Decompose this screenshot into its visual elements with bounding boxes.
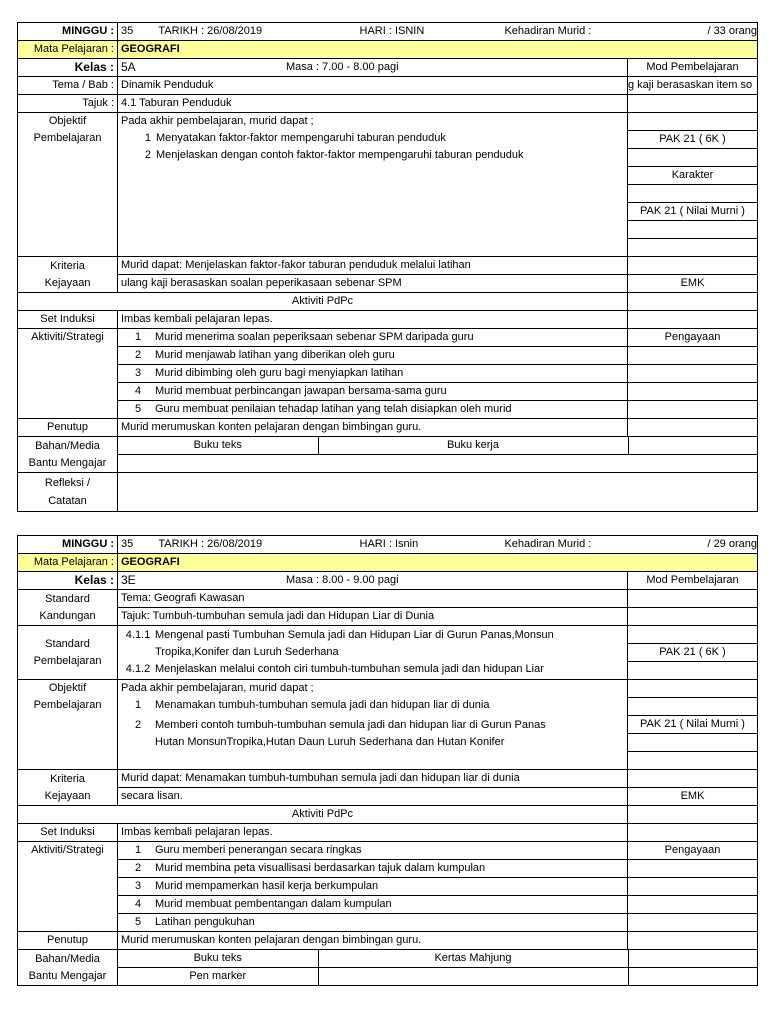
set-induksi-label: Set Induksi xyxy=(18,311,118,329)
side-cell xyxy=(628,347,758,365)
aktiviti-title: Aktiviti PdPc xyxy=(18,293,628,311)
kriteria-label: Kriteria Kejayaan xyxy=(18,257,118,293)
aktiviti-item: 2 Murid menjawab latihan yang diberikan oleh guru xyxy=(118,347,628,365)
bahan-row xyxy=(118,437,758,455)
side-cell xyxy=(628,401,758,419)
kriteria-line1: Murid dapat: Menamakan tumbuh-tumbuhan semula jadi dan hidupan liar di dunia xyxy=(118,770,628,788)
side-cell xyxy=(628,311,758,329)
minggu-label: MINGGU : xyxy=(18,23,118,41)
bahan-item: Buku teks xyxy=(118,950,318,967)
hari: HARI : Isnin xyxy=(359,538,419,550)
mod-pembelajaran: Mod Pembelajaran xyxy=(628,59,758,77)
side-cell xyxy=(628,185,758,203)
aktiviti-item: 5 Guru membuat penilaian tehadap latihan yang telah disiapkan oleh murid xyxy=(118,401,628,419)
side-cell xyxy=(628,806,758,824)
aktiviti-item: 2 Murid membina peta visuallisasi berdasarkan tajuk dalam kumpulan xyxy=(118,860,628,878)
bahan-item: Buku teks xyxy=(118,437,318,454)
side-cell xyxy=(628,914,758,932)
bahan-item: Buku kerja xyxy=(318,437,628,454)
bahan-item: Pen marker xyxy=(118,968,318,985)
objektif-content xyxy=(118,680,628,770)
lesson-plan-5a xyxy=(17,22,758,512)
sk-tema: Tema: Geografi Kawasan xyxy=(118,590,628,608)
bahan-row xyxy=(118,455,758,473)
side-cell xyxy=(628,950,758,967)
tajuk: 4.1 Taburan Penduduk xyxy=(118,95,628,113)
kehadiran-label: Kehadiran Murid : xyxy=(504,538,592,550)
side-cell xyxy=(628,365,758,383)
set-induksi: Imbas kembali pelajaran lepas. xyxy=(118,311,628,329)
objektif-item: 2 Menjelaskan dengan contoh faktor-faktor mempengaruhi taburan penduduk xyxy=(144,149,524,161)
kelas-row xyxy=(118,572,628,590)
tarikh: TARIKH : 26/08/2019 xyxy=(158,25,263,37)
side-cell xyxy=(628,968,758,985)
side-cell xyxy=(628,383,758,401)
objektif-item: Hutan MonsunTropika,Hutan Daun Luruh Sederhana dan Hutan Konifer xyxy=(155,736,505,748)
side-cell xyxy=(628,608,758,626)
side-cell xyxy=(628,149,758,167)
side-cell xyxy=(628,734,758,752)
kehadiran-value: / 29 orang xyxy=(707,538,757,550)
side-cell xyxy=(628,437,758,454)
aktiviti-item: 1 Murid menerima soalan peperiksaan sebenar SPM daripada guru xyxy=(118,329,628,347)
minggu-value: 35 xyxy=(121,25,134,37)
objektif-item: 1 Menamakan tumbuh-tumbuhan semula jadi dan hidupan liar di dunia xyxy=(134,699,490,711)
side-cell: Karakter xyxy=(628,167,758,185)
objektif-label: Objektif Pembelajaran xyxy=(18,680,118,770)
objektif-item: 2 Memberi contoh tumbuh-tumbuhan semula jadi dan hidupan liar di Gurun Panas xyxy=(134,719,546,731)
side-cell xyxy=(628,293,758,311)
tema-side: g kaji berasaskan item so xyxy=(628,77,758,95)
standard-kandungan-label: Standard Kandungan xyxy=(18,590,118,626)
mata-pelajaran-label: Mata Pelajaran : xyxy=(18,554,118,572)
aktiviti-item: 4 Murid membuat pembentangan dalam kumpulan xyxy=(118,896,628,914)
aktiviti-item: 4 Murid membuat perbincangan jawapan bersama-sama guru xyxy=(118,383,628,401)
side-cell xyxy=(628,662,758,680)
mod-pembelajaran: Mod Pembelajaran xyxy=(628,572,758,590)
pengayaan: Pengayaan xyxy=(628,842,758,860)
aktiviti-item: 1 Guru memberi penerangan secara ringkas xyxy=(118,842,628,860)
objektif-content xyxy=(118,113,628,257)
side-cell xyxy=(628,257,758,275)
sp-item: 4.1.1 Mengenal pasti Tumbuhan Semula jadi dan Hidupan Liar di Gurun Panas,Monsun xyxy=(125,629,554,641)
mata-pelajaran-label: Mata Pelajaran : xyxy=(18,41,118,59)
side-cell: PAK 21 ( 6K ) xyxy=(628,644,758,662)
side-cell xyxy=(628,824,758,842)
side-cell xyxy=(628,896,758,914)
side-cell xyxy=(628,698,758,716)
kelas-value: 5A xyxy=(121,60,136,74)
sp-item: 4.1.2 Menjelaskan melalui contoh ciri tumbuh-tumbuhan semula jadi dan hidupan Liar xyxy=(125,663,544,675)
objektif-label: Objektif Pembelajaran xyxy=(18,113,118,257)
penutup-label: Penutup xyxy=(18,932,118,950)
side-cell xyxy=(628,860,758,878)
kelas-label: Kelas : xyxy=(18,572,118,590)
refleksi xyxy=(118,473,758,512)
kelas-label: Kelas : xyxy=(18,59,118,77)
masa: Masa : 7.00 - 8.00 pagi xyxy=(286,61,399,73)
bahan-item xyxy=(318,968,628,985)
objektif-intro: Pada akhir pembelajaran, murid dapat ; xyxy=(121,115,314,127)
set-induksi-label: Set Induksi xyxy=(18,824,118,842)
aktiviti-label: Aktiviti/Strategi xyxy=(18,329,118,419)
kelas-value: 3E xyxy=(121,573,136,587)
aktiviti-item: 3 Murid mempamerkan hasil kerja berkumpulan xyxy=(118,878,628,896)
objektif-intro: Pada akhir pembelajaran, murid dapat ; xyxy=(121,682,314,694)
side-cell xyxy=(628,221,758,239)
sk-tajuk: Tajuk: Tumbuh-tumbuhan semula jadi dan Hidupan Liar di Dunia xyxy=(118,608,628,626)
side-cell xyxy=(628,419,758,437)
set-induksi: Imbas kembali pelajaran lepas. xyxy=(118,824,628,842)
refleksi-label: Refleksi / Catatan xyxy=(18,473,118,512)
side-cell xyxy=(628,590,758,608)
side-cell xyxy=(628,626,758,644)
penutup-label: Penutup xyxy=(18,419,118,437)
kehadiran-value: / 33 orang xyxy=(707,25,757,37)
bahan-row xyxy=(118,950,758,968)
header-info xyxy=(118,23,758,41)
side-cell xyxy=(628,239,758,257)
kriteria-line1: Murid dapat: Menjelaskan faktor-fakor taburan penduduk melalui latihan xyxy=(118,257,628,275)
masa: Masa : 8.00 - 9.00 pagi xyxy=(286,574,399,586)
emk: EMK xyxy=(628,788,758,806)
objektif-item: 1 Menyatakan faktor-faktor mempengaruhi taburan penduduk xyxy=(144,132,446,144)
bahan-item: Kertas Mahjung xyxy=(318,950,628,967)
side-cell: PAK 21 ( Nilai Murni ) xyxy=(628,203,758,221)
aktiviti-label: Aktiviti/Strategi xyxy=(18,842,118,932)
tema: Dinamik Penduduk xyxy=(118,77,628,95)
kriteria-line2: secara lisan. xyxy=(118,788,628,806)
side-cell xyxy=(628,752,758,770)
sp-item: Tropika,Konifer dan Luruh Sederhana xyxy=(155,646,339,658)
side-cell: PAK 21 ( Nilai Murni ) xyxy=(628,716,758,734)
side-cell xyxy=(628,680,758,698)
sp-content xyxy=(118,626,628,680)
tema-label: Tema / Bab : xyxy=(18,77,118,95)
side-cell xyxy=(628,113,758,131)
kriteria-label: Kriteria Kejayaan xyxy=(18,770,118,806)
mata-pelajaran: GEOGRAFI xyxy=(118,41,758,59)
standard-pembelajaran-label: Standard Pembelajaran xyxy=(18,626,118,680)
tajuk-side xyxy=(628,95,758,113)
kriteria-line2: ulang kaji berasaskan soalan peperikasaan sebenar SPM xyxy=(118,275,628,293)
minggu-value: 35 xyxy=(121,538,134,550)
hari: HARI : ISNIN xyxy=(359,25,425,37)
bahan-label: Bahan/Media Bantu Mengajar xyxy=(18,950,118,986)
kehadiran-label: Kehadiran Murid : xyxy=(504,25,592,37)
bahan-row xyxy=(118,968,758,986)
minggu-label: MINGGU : xyxy=(18,536,118,554)
aktiviti-title: Aktiviti PdPc xyxy=(18,806,628,824)
tarikh: TARIKH : 26/08/2019 xyxy=(158,538,263,550)
side-cell xyxy=(628,878,758,896)
penutup: Murid merumuskan konten pelajaran dengan bimbingan guru. xyxy=(118,932,628,950)
header-info xyxy=(118,536,758,554)
aktiviti-item: 3 Murid dibimbing oleh guru bagi menyiapkan latihan xyxy=(118,365,628,383)
lesson-plan-3e xyxy=(17,535,758,986)
kelas-row xyxy=(118,59,628,77)
side-cell xyxy=(628,770,758,788)
side-cell: PAK 21 ( 6K ) xyxy=(628,131,758,149)
tajuk-label: Tajuk : xyxy=(18,95,118,113)
aktiviti-item: 5 Latihan pengukuhan xyxy=(118,914,628,932)
emk: EMK xyxy=(628,275,758,293)
penutup: Murid merumuskan konten pelajaran dengan bimbingan guru. xyxy=(118,419,628,437)
pengayaan: Pengayaan xyxy=(628,329,758,347)
side-cell xyxy=(628,932,758,950)
mata-pelajaran: GEOGRAFI xyxy=(118,554,758,572)
bahan-label: Bahan/Media Bantu Mengajar xyxy=(18,437,118,473)
